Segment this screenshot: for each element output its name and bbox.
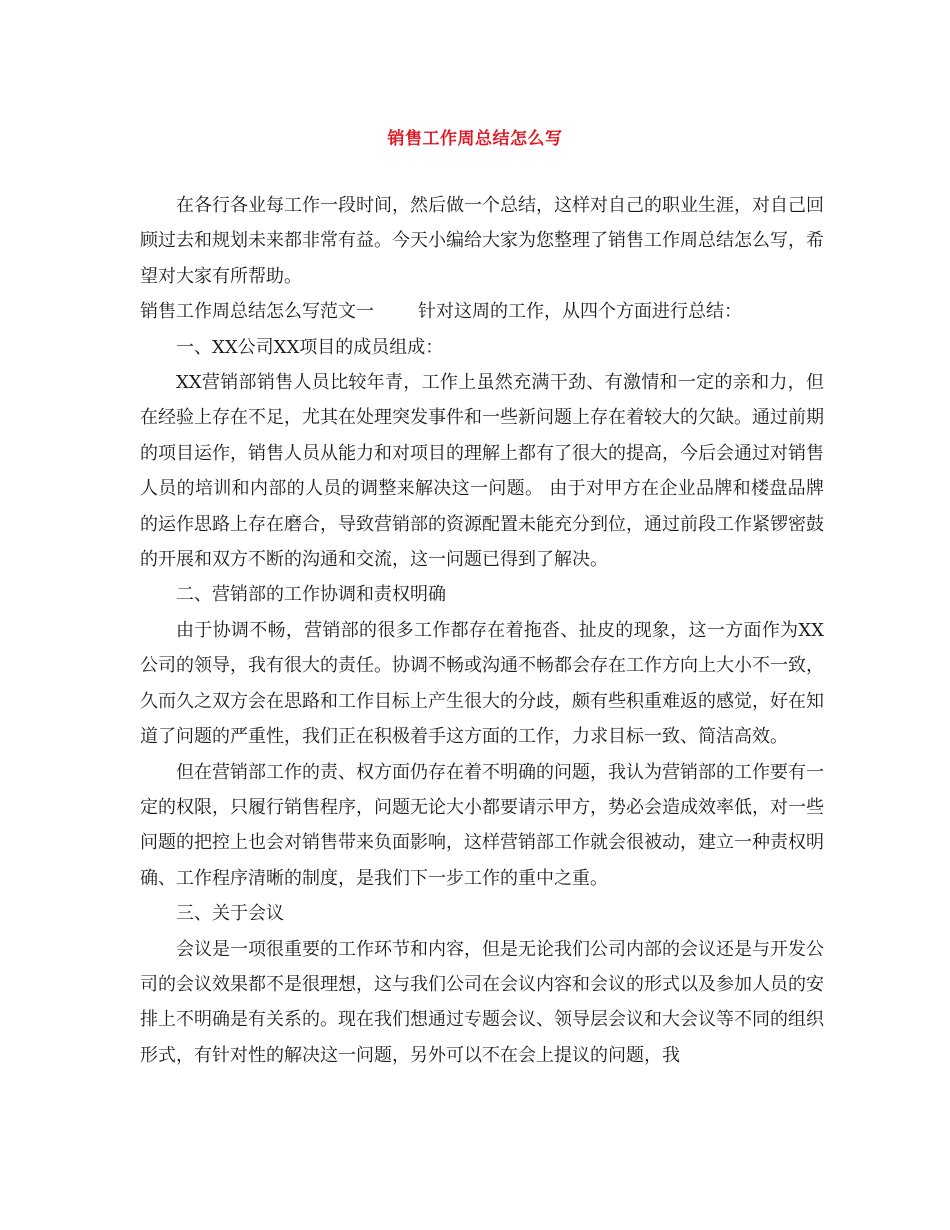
section1-heading: 一、XX公司XX项目的成员组成： xyxy=(176,336,444,358)
document-body xyxy=(140,188,824,1073)
section3-paragraph: 会议是一项很重要的工作环节和内容，但是无论我们公司内部的会议还是与开发公司的会议效果都不是很理想，这与我们公司在会议内容和会议的形式以及参加人员的安排上不明确是有关系的。现在我们想通过专题会议、领导层会议和大会议等不同的组织形式，有针对性的解决这一问题，另外可以不在会上提议的问题，我 xyxy=(140,938,824,1066)
section1-paragraph: XX营销部销售人员比较年青，工作上虽然充满干劲、有激情和一定的亲和力，但在经验上存在不足，尤其在处理突发事件和一些新问题上存在着较大的欠缺。通过前期的项目运作，销售人员从能力和对项目的理解上都有了很大的提高，今后会通过对销售人员的培训和内部的人员的调整来解决这一问题。 由于对甲方在企业品牌和楼盘品牌的运作思路上存在磨合，导致营销部的资源配置未能充分到位，通过前段工作紧锣密鼓的开展和双方不断的沟通和交流，这一问题已得到了解决。 xyxy=(140,372,824,571)
sample-heading-line xyxy=(140,294,824,329)
intro-paragraph: 在各行各业每工作一段时间，然后做一个总结，这样对自己的职业生涯，对自己回顾过去和规划未来都非常有益。今天小编给大家为您整理了销售工作周总结怎么写，希望对大家有所帮助。 xyxy=(140,195,824,287)
section3-heading: 三、关于会议 xyxy=(176,903,284,925)
section2-heading: 二、营销部的工作协调和责权明确 xyxy=(176,584,446,606)
sample-title: 销售工作周总结怎么写范文一 xyxy=(140,301,374,323)
document-title: 销售工作周总结怎么写 xyxy=(387,129,563,149)
section2-paragraph-2: 但在营销部工作的责、权方面仍存在着不明确的问题，我认为营销部的工作要有一定的权限，只履行销售程序，问题无论大小都要请示甲方，势必会造成效率低，对一些问题的把控上也会对销售带来负面影响，这样营销部工作就会很被动，建立一种责权明确、工作程序清晰的制度，是我们下一步工作的重中之重。 xyxy=(140,761,824,889)
sample-lead: 针对这周的工作，从四个方面进行总结： xyxy=(418,301,742,323)
section2-paragraph-1: 由于协调不畅，营销部的很多工作都存在着拖沓、扯皮的现象，这一方面作为XX公司的领导，我有很大的责任。协调不畅或沟通不畅都会存在工作方向上大小不一致，久而久之双方会在思路和工作目标上产生很大的分歧，颇有些积重难返的感觉，好在知道了问题的严重性，我们正在积极着手这方面的工作，力求目标一致、简洁高效。 xyxy=(140,619,824,748)
